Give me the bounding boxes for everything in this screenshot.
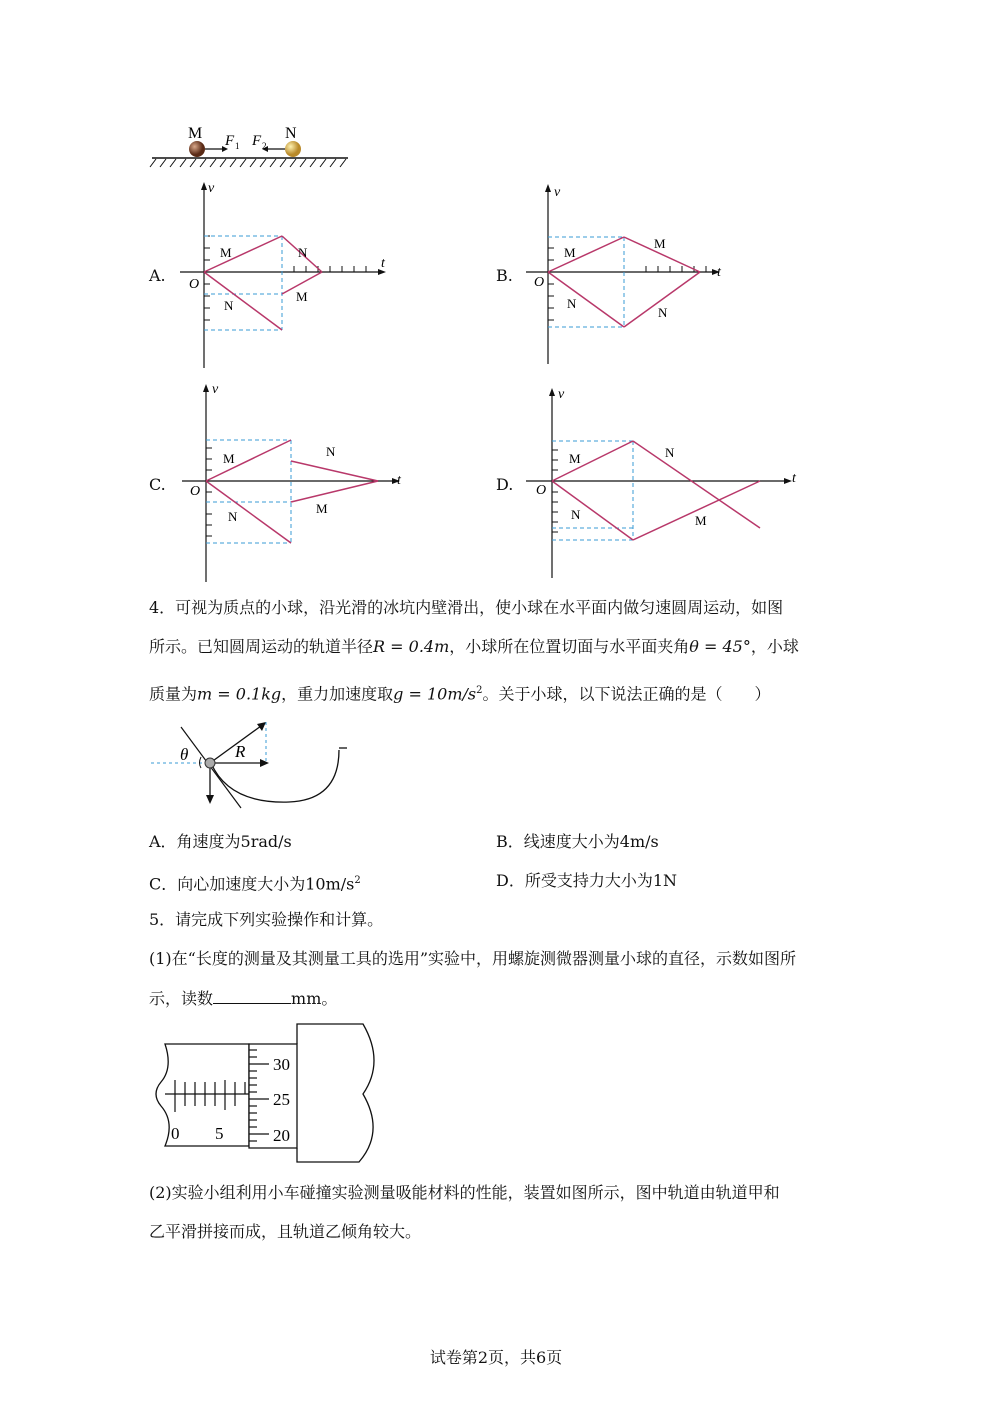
- option-a-letter: A.: [149, 266, 166, 285]
- ice-pit-figure: [149, 714, 354, 814]
- main-scale-0: 0: [171, 1124, 180, 1143]
- f1-sub: 1: [235, 141, 240, 151]
- option-d-letter: D.: [496, 475, 514, 494]
- q4-option-d[interactable]: D．所受支持力大小为1N: [496, 871, 678, 890]
- graph-a: [176, 176, 390, 370]
- q5-p1-line1: (1)在“长度的测量及其测量工具的选用”实验中，用螺旋测微器测量小球的直径，示数如图所: [149, 949, 797, 968]
- curve-label: N: [567, 296, 577, 311]
- r-label: R: [235, 742, 246, 761]
- curve-label: M: [569, 451, 581, 466]
- page-footer: 试卷第2页，共6页: [429, 1348, 563, 1367]
- curve-label: N: [224, 298, 234, 313]
- q4-option-b[interactable]: B．线速度大小为4m/s: [496, 832, 659, 851]
- origin-label: O: [189, 277, 200, 292]
- t-axis-label: t: [381, 256, 385, 271]
- force-diagram: [148, 118, 358, 170]
- v-axis-label: v: [558, 387, 565, 402]
- t-axis-label: t: [792, 471, 796, 486]
- q5-p2-line1: (2)实验小组利用小车碰撞实验测量吸能材料的性能，装置如图所示，图中轨道由轨道甲和: [149, 1183, 780, 1202]
- curve-label: N: [298, 245, 308, 260]
- m-label: M: [188, 125, 203, 142]
- q4-theta: θ = 45°: [689, 637, 751, 656]
- q5-title: 5．请完成下列实验操作和计算。: [149, 910, 384, 929]
- curve-label: M: [296, 289, 308, 304]
- origin-label: O: [536, 483, 547, 498]
- graph-b: [522, 176, 736, 370]
- curve-label: M: [220, 245, 232, 260]
- graph-c: [178, 378, 408, 584]
- curve-label: M: [695, 513, 707, 528]
- v-axis-label: v: [208, 181, 215, 196]
- curve-label: M: [223, 451, 235, 466]
- curve-label: N: [571, 507, 581, 522]
- t-axis-label: t: [717, 265, 721, 280]
- thimble-30: 30: [273, 1055, 290, 1074]
- option-c-letter: C.: [149, 475, 166, 494]
- n-label: N: [285, 125, 297, 142]
- q4-line2: 所示。已知圆周运动的轨道半径R = 0.4m，小球所在位置切面与水平面夹角θ = 45°，小球: [149, 637, 799, 656]
- curve-label: N: [326, 444, 336, 459]
- q5-p1-line2: 示，读数 mm。: [149, 989, 338, 1008]
- f2-sub: 2: [262, 141, 267, 151]
- reading-blank[interactable]: [213, 987, 291, 1004]
- curve-label: M: [316, 501, 328, 516]
- thimble-25: 25: [273, 1090, 290, 1109]
- main-scale-5: 5: [215, 1124, 224, 1143]
- q4-mass: m = 0.1kg: [197, 684, 282, 704]
- option-b-letter: B.: [496, 266, 513, 285]
- f1-label: F: [225, 133, 235, 149]
- micrometer-figure: [149, 1022, 377, 1166]
- curve-label: N: [665, 445, 675, 460]
- q4-radius: R = 0.4m: [373, 637, 450, 656]
- v-axis-label: v: [212, 382, 219, 397]
- q4-option-a[interactable]: A．角速度为5rad/s: [149, 832, 292, 851]
- f2-label: F: [252, 133, 262, 149]
- ball: [205, 758, 215, 768]
- thimble-20: 20: [273, 1126, 290, 1145]
- ball-m: [189, 141, 205, 157]
- t-axis-label: t: [397, 473, 401, 488]
- q4-gravity: g = 10m/s: [393, 684, 477, 704]
- q4-line1: 4．可视为质点的小球，沿光滑的冰坑内壁滑出，使小球在水平面内做匀速圆周运动，如图: [149, 598, 784, 617]
- origin-label: O: [534, 275, 545, 290]
- v-axis-label: v: [554, 185, 561, 200]
- curve-label: N: [658, 305, 668, 320]
- curve-label: N: [228, 509, 238, 524]
- q5-p2-line2: 乙平滑拼接而成，且轨道乙倾角较大。: [149, 1222, 422, 1241]
- theta-label: θ: [180, 745, 189, 764]
- curve-label: M: [564, 245, 576, 260]
- q4-option-c[interactable]: C．向心加速度大小为$10m/s^2$: [149, 874, 361, 894]
- graph-d: [522, 380, 808, 580]
- q4-line3: 质量为m = 0.1kg，重力加速度取$g = 10m/s^2$。关于小球，以下说法正确的是（ ）: [149, 684, 771, 704]
- curve-label: M: [654, 236, 666, 251]
- origin-label: O: [190, 484, 201, 499]
- ball-n: [285, 141, 301, 157]
